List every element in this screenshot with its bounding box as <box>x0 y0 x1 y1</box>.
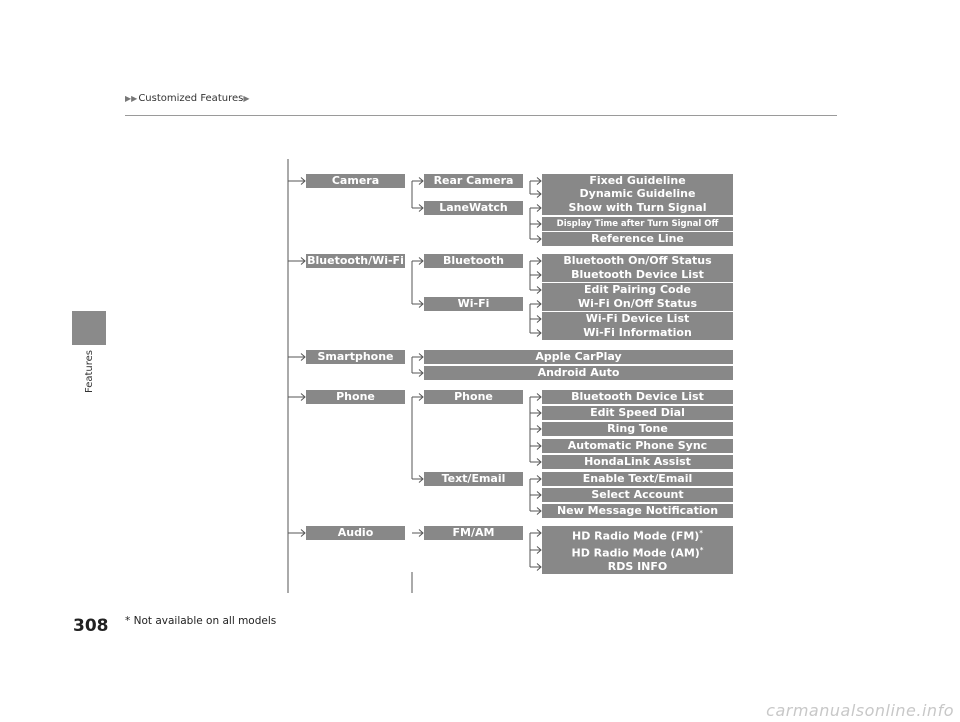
branch-arrow <box>530 205 541 212</box>
menu-new-message-notification: New Message Notification <box>542 504 733 518</box>
branch-arrow <box>412 301 423 308</box>
menu-ring-tone: Ring Tone <box>542 422 733 436</box>
menu-smartphone: Smartphone <box>306 350 405 364</box>
menu-wifi-information: Wi-Fi Information <box>542 326 733 340</box>
menu-show-with-turn-signal: Show with Turn Signal <box>542 201 733 215</box>
branch-arrow <box>530 426 541 433</box>
menu-phone-sub: Phone <box>424 390 523 404</box>
branch-arrow <box>530 394 541 401</box>
breadcrumb-label: Customized Features <box>138 93 244 104</box>
menu-select-account: Select Account <box>542 488 733 502</box>
menu-wifi-device-list: Wi-Fi Device List <box>542 312 733 326</box>
branch-arrow <box>530 564 541 571</box>
menu-phone: Phone <box>306 390 405 404</box>
menu-hd-radio-mode-fm <box>542 526 733 544</box>
menu-lanewatch: LaneWatch <box>424 201 523 215</box>
branch-arrow <box>530 236 541 243</box>
branch-arrow <box>412 530 423 537</box>
branch-arrow <box>530 301 541 308</box>
branch-arrow <box>530 508 541 515</box>
menu-wifi: Wi-Fi <box>424 297 523 311</box>
menu-automatic-phone-sync: Automatic Phone Sync <box>542 439 733 453</box>
branch-arrow <box>530 316 541 323</box>
menu-wifi-on-off-status: Wi-Fi On/Off Status <box>542 297 733 311</box>
branch-arrow <box>412 370 423 377</box>
menu-edit-speed-dial: Edit Speed Dial <box>542 406 733 420</box>
branch-arrow <box>288 530 305 537</box>
branch-arrow <box>412 354 423 361</box>
menu-audio: Audio <box>306 526 405 540</box>
footnote: * Not available on all models <box>125 615 277 627</box>
branch-arrow <box>412 205 423 212</box>
menu-text-email: Text/Email <box>424 472 523 486</box>
menu-rear-camera: Rear Camera <box>424 174 523 188</box>
section-label: Features <box>84 350 95 393</box>
branch-arrow <box>530 476 541 483</box>
menu-hd-radio-mode-fm-label: HD Radio Mode (FM) <box>572 529 700 543</box>
branch-arrow <box>530 191 541 198</box>
branch-arrow <box>530 547 541 554</box>
menu-phone-bluetooth-device-list: Bluetooth Device List <box>542 390 733 404</box>
branch-arrow <box>530 443 541 450</box>
menu-android-auto: Android Auto <box>424 366 733 380</box>
branch-arrow <box>530 459 541 466</box>
branch-arrow <box>288 394 305 401</box>
menu-camera: Camera <box>306 174 405 188</box>
menu-apple-carplay: Apple CarPlay <box>424 350 733 364</box>
branch-arrow <box>412 394 423 401</box>
menu-bluetooth-device-list: Bluetooth Device List <box>542 268 733 282</box>
branch-arrow <box>288 354 305 361</box>
branch-arrow <box>530 492 541 499</box>
menu-fm-am: FM/AM <box>424 526 523 540</box>
branch-arrow <box>530 330 541 337</box>
branch-arrow <box>530 221 541 228</box>
menu-bluetooth-wifi: Bluetooth/Wi-Fi <box>307 254 404 267</box>
footnote-mark: * <box>699 529 703 537</box>
menu-bluetooth-on-off-status: Bluetooth On/Off Status <box>542 254 733 268</box>
branch-arrow <box>530 287 541 294</box>
menu-bluetooth: Bluetooth <box>424 254 523 268</box>
page-number: 308 <box>73 616 109 636</box>
breadcrumb-arrow-icon: ▶▶ <box>125 94 138 103</box>
menu-hd-radio-mode-am-label: HD Radio Mode (AM) <box>571 546 700 560</box>
menu-reference-line: Reference Line <box>542 232 733 246</box>
branch-arrow <box>412 476 423 483</box>
menu-dynamic-guideline: Dynamic Guideline <box>542 187 733 201</box>
branch-arrow <box>530 258 541 265</box>
menu-hondalink-assist: HondaLink Assist <box>542 455 733 469</box>
branch-arrow <box>412 178 423 185</box>
branch-arrow <box>288 258 305 265</box>
menu-enable-text-email: Enable Text/Email <box>542 472 733 486</box>
branch-arrow <box>530 272 541 279</box>
watermark: carmanualsonline.info <box>766 701 954 720</box>
menu-rds-info: RDS INFO <box>542 560 733 574</box>
branch-arrow <box>530 410 541 417</box>
branch-arrow <box>412 258 423 265</box>
menu-fixed-guideline: Fixed Guideline <box>542 174 733 188</box>
menu-display-time-after-turn-signal-off: Display Time after Turn Signal Off <box>542 217 733 231</box>
menu-hd-radio-mode-am <box>542 543 733 561</box>
branch-arrow <box>530 530 541 537</box>
breadcrumb-arrow-icon: ▶ <box>243 94 250 103</box>
branch-arrow <box>288 178 305 185</box>
footnote-mark: * <box>699 546 704 554</box>
branch-arrow <box>530 178 541 185</box>
menu-edit-pairing-code: Edit Pairing Code <box>542 283 733 297</box>
